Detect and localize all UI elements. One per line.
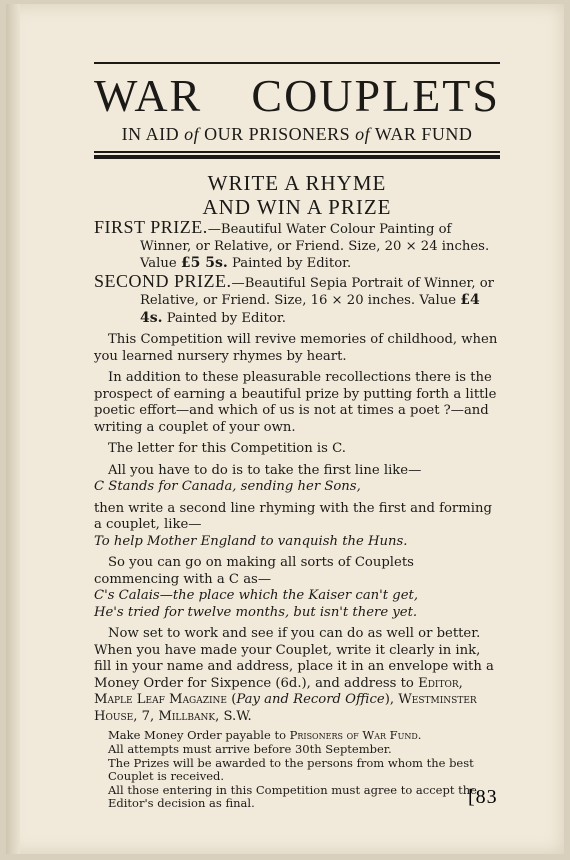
magazine-name: Maple Leaf Magazine — [94, 692, 228, 707]
street-address: 7, Millbank, S.W. — [141, 708, 252, 724]
paragraph-7: Now set to work and see if you can do as well or better. When you have made your Couplet, write it clearly in ink, fill in your name and address, place it in an envelope with a Money Order for Sixpence (6d.), and address to Editor, Maple Leaf Magazine (Pay and Record Office), Westminster House, 7, Millbank, S.W. — [94, 626, 494, 724]
page-sheet — [6, 4, 564, 854]
page-binding-edge — [6, 4, 20, 854]
paragraph-7-text: Now set to work and see if you can do as well or better. When you have made your Couplet, write it clearly in ink, fill in your name and address, place it in an envelope with a Money Order for Sixpence (6d.), and address to — [94, 626, 494, 691]
note-1-fund: Prisoners of War Fund. — [289, 728, 422, 742]
note-3: The Prizes will be awarded to the persons from whom the best Couplet is received. — [108, 756, 474, 783]
title-word-2: COUPLETS — [251, 70, 500, 121]
paragraph-5: then write a second line rhyming with the first and forming a couplet, like— — [94, 500, 492, 532]
editor-label: Editor — [418, 675, 459, 691]
page-title — [94, 72, 500, 120]
second-prize — [94, 270, 500, 328]
first-prize-tail: Painted by Editor. — [227, 256, 352, 271]
note-1 — [108, 729, 500, 742]
article — [94, 62, 500, 810]
subtitle-rule-thin — [94, 151, 500, 153]
first-prize-value: £5 5s. — [180, 255, 228, 271]
subtitle-rule-thick — [94, 155, 500, 159]
subtitle-of-1: of — [184, 124, 200, 144]
subtitle-part-a: IN AID — [121, 124, 180, 144]
note-4: All those entering in this Competition must agree to accept the Editor's decision as final. — [108, 783, 477, 810]
second-prize-tail: Painted by Editor. — [162, 310, 286, 326]
paragraph-3: The letter for this Competition is C. — [108, 441, 346, 456]
subtitle-of-2: of — [355, 124, 371, 144]
second-prize-label: SECOND PRIZE. — [94, 270, 232, 291]
house-name: Westminster House — [94, 692, 477, 724]
second-prize-text: —Beautiful Sepia Portrait of Winner, or Relative, or Friend. Size, 16 × 20 inches. Value — [140, 275, 494, 308]
paragraph-1: This Competition will revive memories of childhood, when you learned nursery rhymes by heart. — [94, 332, 498, 364]
note-2: All attempts must arrive before 30th September. — [108, 742, 392, 756]
note-1-text: Make Money Order payable to — [108, 728, 290, 742]
verse-3b: He's tried for twelve months, but isn't there yet. — [94, 604, 418, 620]
verse-3a: C's Calais—the place which the Kaiser can't get, — [94, 588, 419, 603]
paragraph-6: So you can go on making all sorts of Couplets commencing with a C as— — [94, 555, 414, 587]
article-body — [94, 219, 500, 725]
notes — [94, 729, 500, 810]
second-prize-value: £4 4s. — [140, 292, 480, 326]
title-word-1: WAR — [94, 70, 203, 121]
page-number: [83 — [468, 786, 498, 808]
paragraph-4: All you have to do is to take the first line like— — [108, 462, 422, 478]
headline-line-1: WRITE A RHYME — [207, 171, 387, 195]
verse-1: C Stands for Canada, sending her Sons, — [94, 479, 361, 494]
first-prize-text: —Beautiful Water Colour Painting of Winner, or Relative, or Friend. Size, 20 × 24 inches. Value — [140, 222, 490, 271]
subtitle-part-c: WAR FUND — [374, 124, 473, 144]
subtitle-part-b: OUR PRISONERS — [204, 124, 351, 144]
headline — [94, 171, 500, 219]
top-rule — [94, 62, 500, 64]
headline-line-2: AND WIN A PRIZE — [202, 195, 392, 219]
page-subtitle — [94, 124, 500, 145]
paragraph-2: In addition to these pleasurable recollections there is the prospect of earning a beautiful prize by putting forth a little poetic effort—and which of us is not at times a poet ?—and writing a couplet of your own. — [94, 370, 497, 435]
verse-2: To help Mother England to vanquish the Huns. — [94, 533, 408, 549]
office-name: Pay and Record Office — [236, 692, 385, 707]
first-prize-label: FIRST PRIZE. — [94, 217, 208, 237]
first-prize — [94, 219, 500, 273]
